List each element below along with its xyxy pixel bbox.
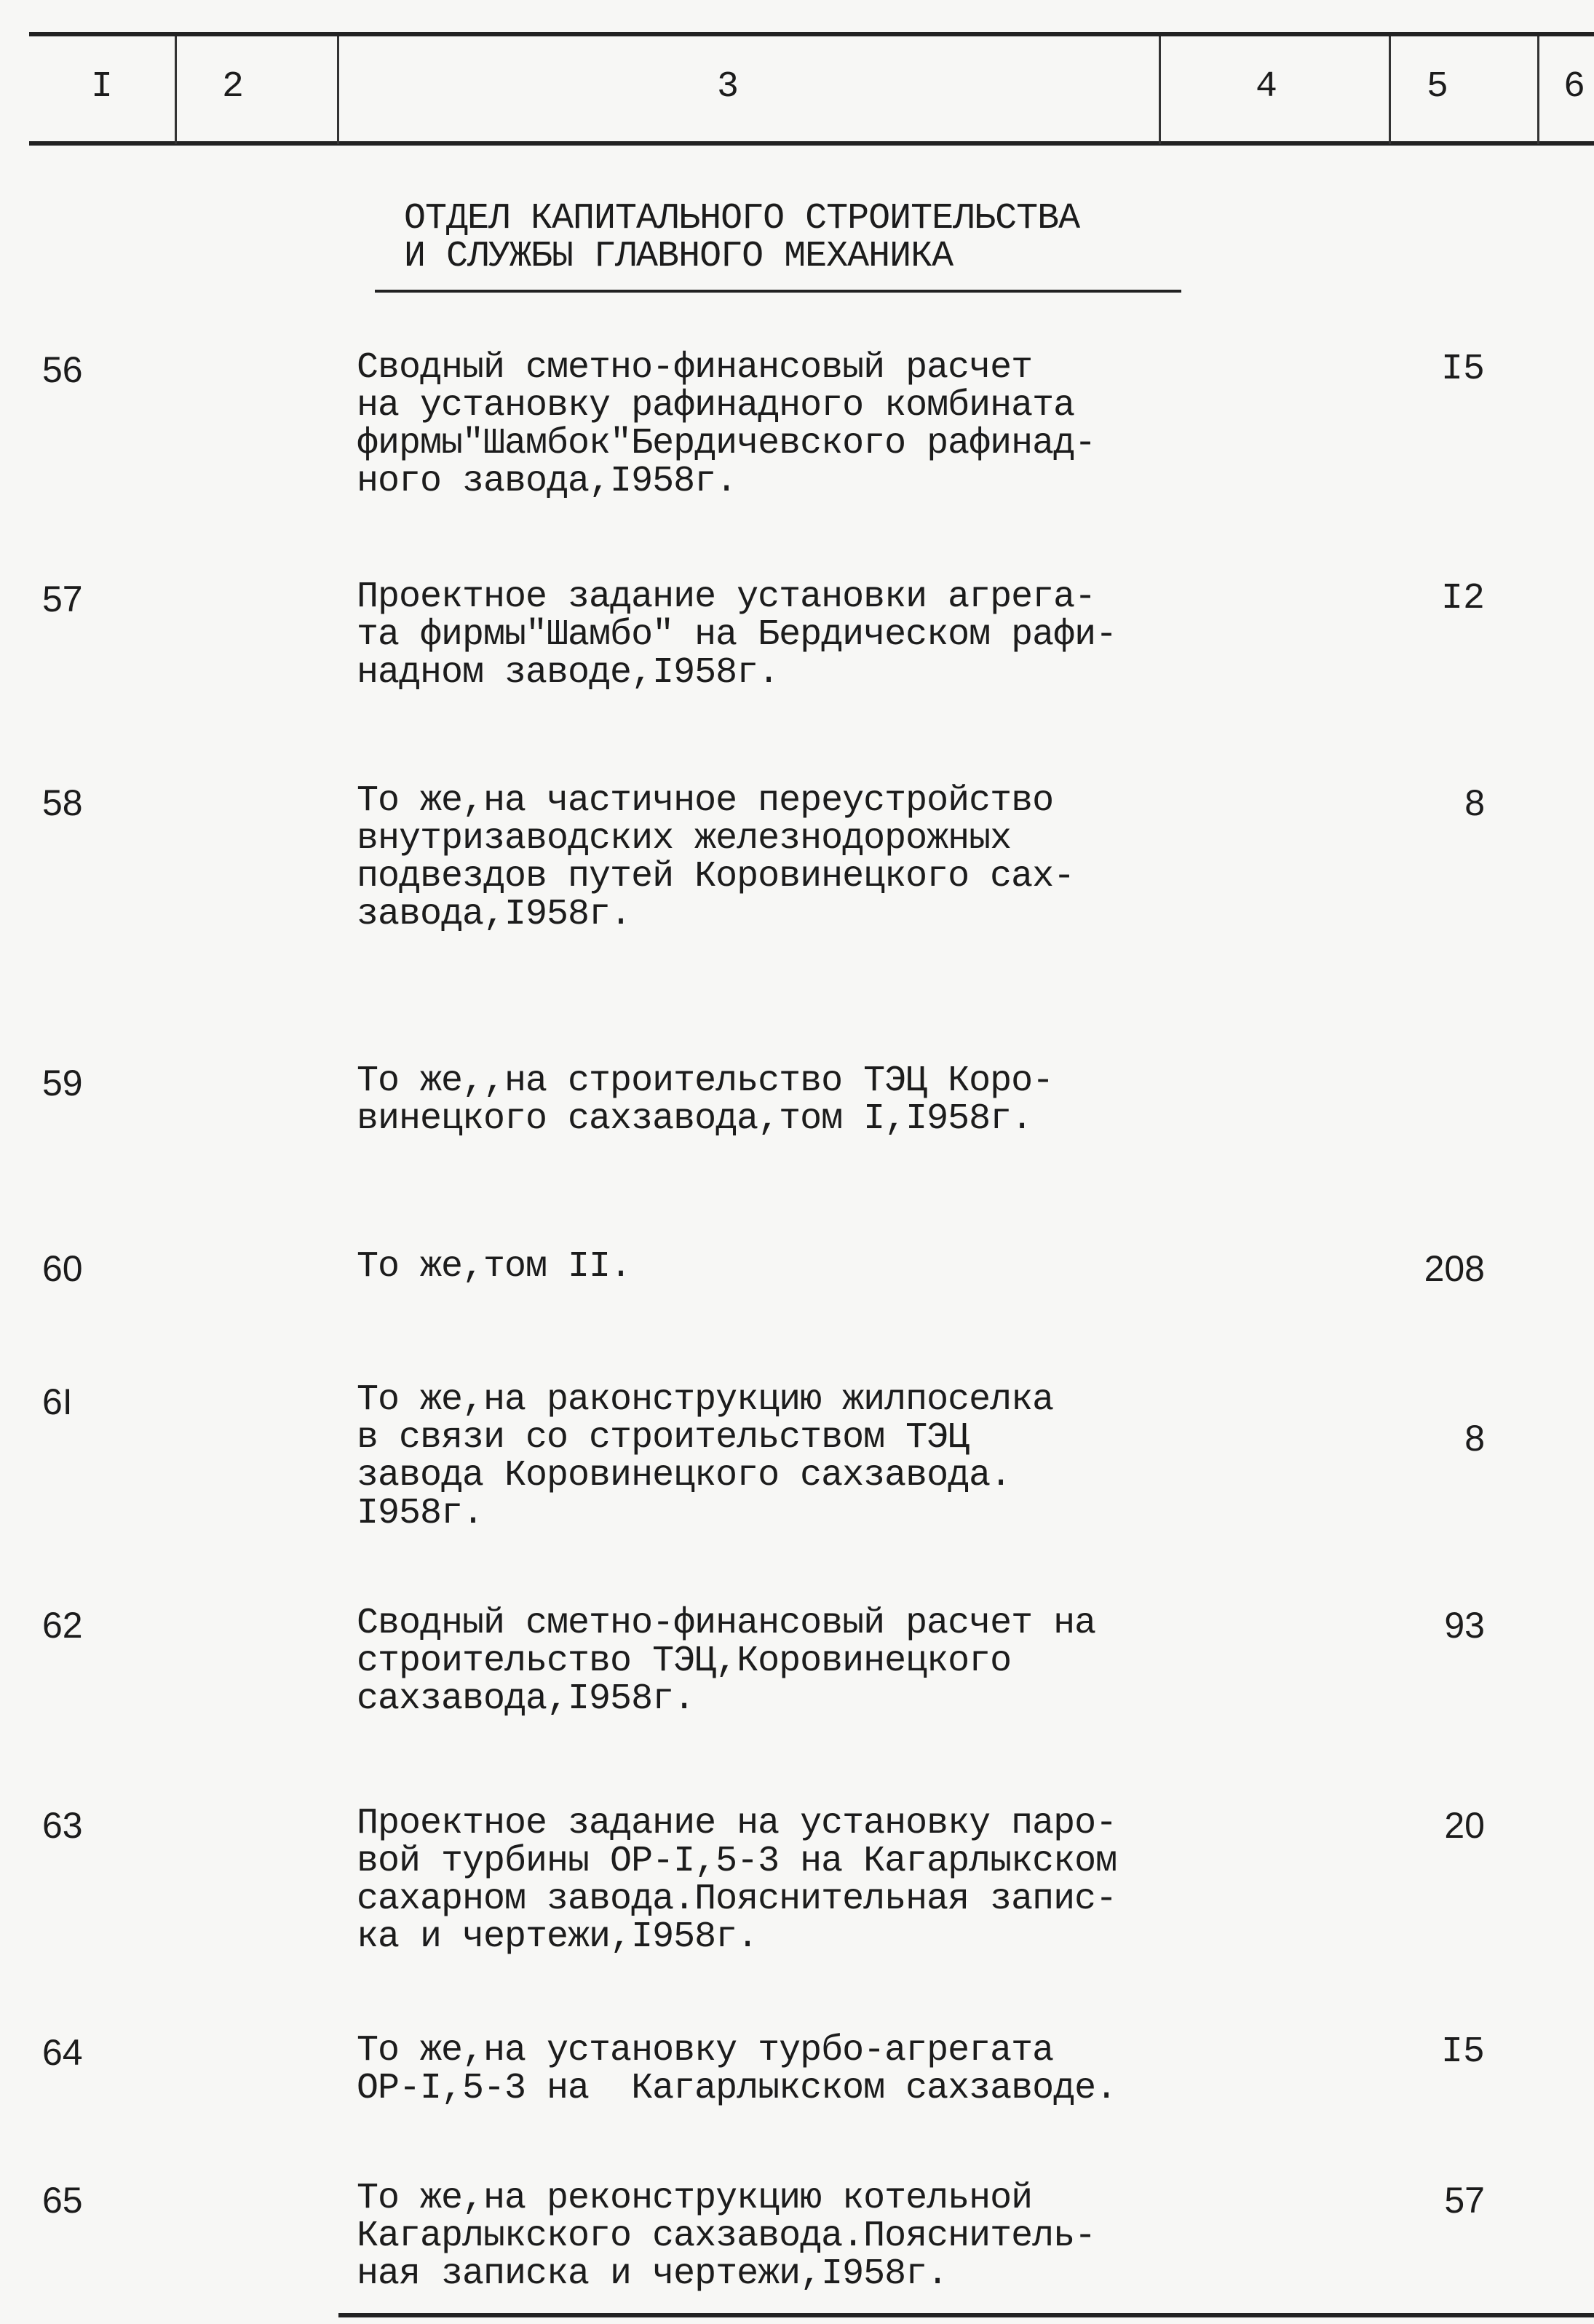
entry-page-count: 93 [1444,1605,1485,1646]
entry-number: 63 [42,1805,83,1846]
column-header-4: 4 [1255,66,1277,108]
entry-page-count: I5 [1440,2031,1485,2073]
column-header-1: I [90,66,113,108]
entry-number: 60 [42,1248,83,1289]
entry-page-count: I5 [1440,349,1485,390]
entry-title: Сводный сметно-финансовый расчет на строительство ТЭЦ,Коровинецкого сахзавода,I958г. [357,1603,1096,1720]
column-header-5: 5 [1426,66,1448,108]
entry-number: 56 [42,349,83,390]
entry-page-count: 8 [1464,782,1485,823]
column-header-2: 2 [221,66,244,108]
entry-title: Проектное задание на установку паро- вой турбины ОР-I,5-3 на Кагарлыкском сахарном завода.Пояснительная запис- ка и чертежи,I958г. [357,1803,1117,1958]
header-top-rule [29,32,1594,36]
entry-number: 65 [42,2180,83,2221]
entry-page-count: 8 [1464,1418,1485,1459]
column-divider [337,36,339,144]
entry-title: Сводный сметно-финансовый расчет на установку рафинадного комбината фирмы"Шамбок"Бердичевского рафинад- ного завода,I958г. [357,347,1096,502]
entry-number: 62 [42,1605,83,1646]
entry-number: 6I [42,1381,73,1422]
entry-title: То же,,на строительство ТЭЦ Коро- винецкого сахзавода,том I,I958г. [357,1060,1054,1140]
entry-title: То же,на раконструкцию жилпоселка в связи со строительством ТЭЦ завода Коровинецкого сахзавода. I958г. [357,1379,1054,1534]
entry-title: То же,на частичное переустройство внутризаводских железнодорожных подвездов путей Коровинецкого сах- завода,I958г. [357,780,1075,935]
entry-title: Проектное задание установки агрега- та фирмы"Шамбо" на Бердическом рафи- надном заводе,I958г. [357,576,1117,694]
entry-title: То же,на реконструкцию котельной Кагарлыкского сахзавода.Пояснитель- ная записка и чертежи,I958г. [357,2178,1096,2295]
section-title: ОТДЕЛ КАПИТАЛЬНОГО СТРОИТЕЛЬСТВА И СЛУЖБЫ ГЛАВНОГО МЕХАНИКА [404,198,1080,277]
entry-title: То же,на установку турбо-агрегата ОР-I,5-3 на Кагарлыкском сахзаводе. [357,2030,1117,2109]
entry-title: То же,том II. [357,1246,632,1288]
entry-number: 64 [42,2032,83,2073]
entry-page-count: 57 [1444,2180,1485,2221]
page-bottom-rule [338,2313,1594,2317]
column-divider [175,36,177,144]
entry-number: 59 [42,1063,83,1103]
entry-page-count: 208 [1424,1248,1485,1289]
header-bottom-rule [29,141,1594,146]
column-header-6: 6 [1563,66,1585,108]
entry-number: 57 [42,579,83,619]
column-divider [1159,36,1161,144]
entry-number: 58 [42,782,83,823]
entry-page-count: 20 [1444,1805,1485,1846]
column-header-3: 3 [716,66,739,108]
entry-page-count: I2 [1440,578,1485,619]
section-title-underline [375,290,1181,293]
column-divider [1389,36,1391,144]
